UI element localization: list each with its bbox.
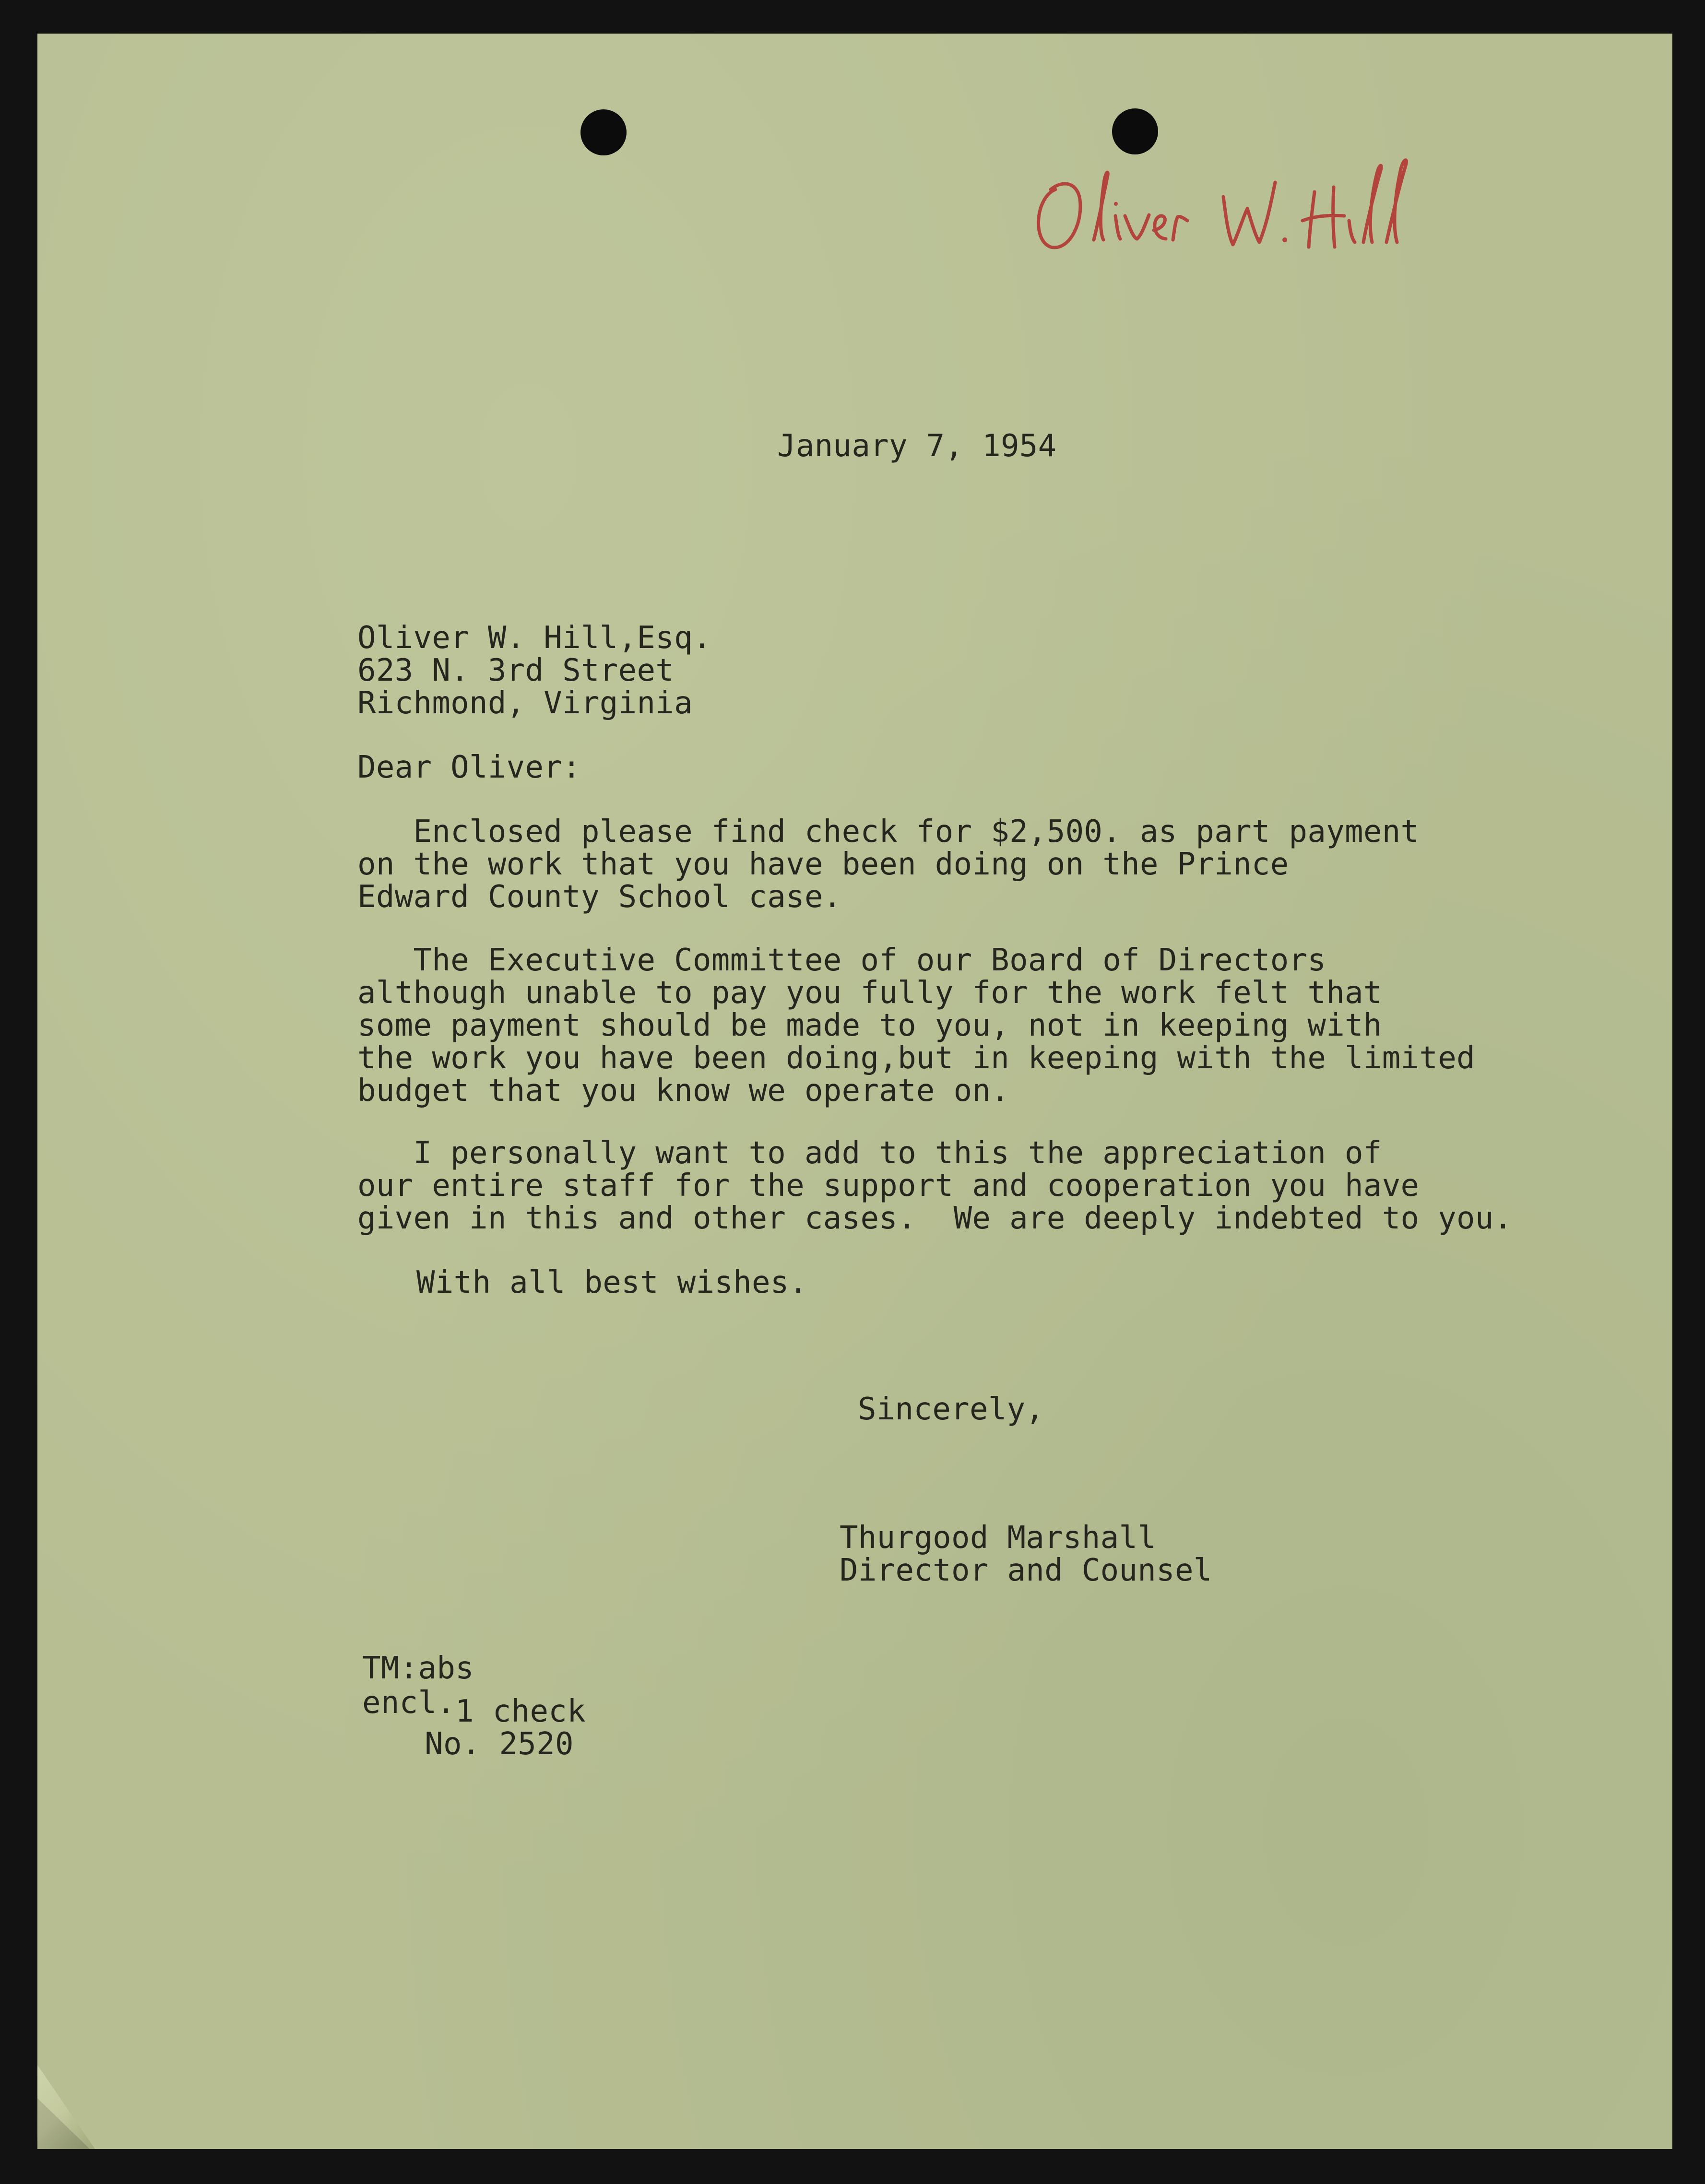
- body-paragraph-1: [357, 815, 1419, 913]
- signer-name: Thurgood Marshall: [840, 1520, 1157, 1556]
- reference-initials: TM:abs: [362, 1651, 474, 1686]
- body-line: I personally want to add to this the appreciation of: [357, 1135, 1382, 1171]
- body-line: the work you have been doing,but in keeping with the limited: [357, 1040, 1475, 1076]
- enclosure-items: [425, 1694, 586, 1762]
- body-line: Edward County School case.: [357, 879, 842, 915]
- handwritten-annotation: [1022, 144, 1473, 269]
- closing-wish: With all best wishes.: [416, 1265, 808, 1300]
- body-paragraph-2: [357, 944, 1475, 1107]
- complimentary-close: Sincerely,: [858, 1392, 1044, 1427]
- enclosure-label: encl.: [362, 1685, 456, 1721]
- signer-title: Director and Counsel: [840, 1553, 1212, 1588]
- body-line: our entire staff for the support and cooperation you have: [357, 1168, 1420, 1204]
- recipient-street: 623 N. 3rd Street: [357, 653, 675, 688]
- body-line: Enclosed please find check for $2,500. as part payment: [357, 814, 1420, 850]
- body-line: given in this and other cases. We are deeply indebted to you.: [357, 1201, 1513, 1236]
- letter-date: January 7, 1954: [777, 428, 1057, 464]
- enclosure-item: 1 check: [455, 1694, 586, 1729]
- body-line: The Executive Committee of our Board of Directors: [357, 943, 1326, 978]
- body-line: budget that you know we operate on.: [357, 1073, 1010, 1109]
- enclosure-notation: [362, 1687, 586, 1760]
- body-line: although unable to pay you fully for the work felt that: [357, 975, 1382, 1011]
- recipient-name: Oliver W. Hill,Esq.: [357, 620, 711, 656]
- body-paragraph-3: [357, 1137, 1513, 1235]
- binder-hole-left: [580, 109, 627, 155]
- enclosure-number: No. 2520: [425, 1726, 574, 1762]
- recipient-address: [357, 622, 711, 720]
- salutation: Dear Oliver:: [357, 750, 581, 785]
- recipient-city: Richmond, Virginia: [357, 685, 693, 721]
- signature-block: [840, 1522, 1212, 1587]
- body-line: on the work that you have been doing on the Prince: [357, 847, 1289, 882]
- body-line: some payment should be made to you, not in keeping with: [357, 1008, 1382, 1043]
